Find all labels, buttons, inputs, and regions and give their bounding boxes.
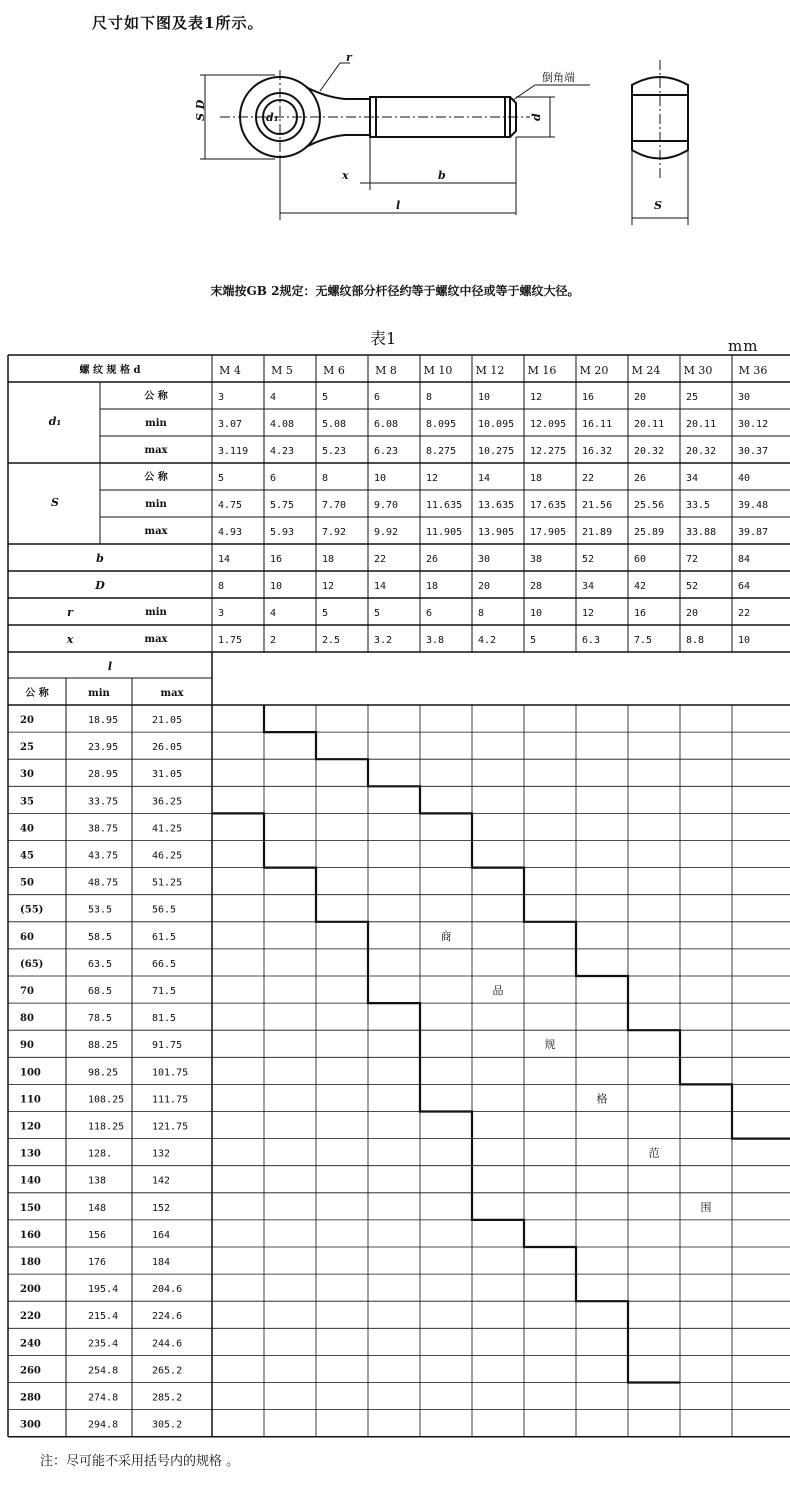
cell-value: 38: [530, 554, 543, 565]
cell-value: 5.23: [322, 446, 347, 457]
l-min: 63.5: [88, 958, 113, 970]
l-nominal: 50: [20, 877, 34, 889]
label-SD: S D: [194, 99, 207, 121]
label-r: r: [346, 55, 352, 64]
cell-value: 6.3: [582, 635, 601, 646]
l-max: 142: [152, 1175, 171, 1187]
cell-value: 26: [426, 554, 439, 565]
l-nominal: 240: [20, 1338, 41, 1350]
l-min: 28.95: [88, 769, 119, 781]
row-label-b: b: [96, 552, 104, 565]
cell-value: 16.32: [582, 446, 613, 457]
cell-value: 34: [582, 581, 595, 592]
label-l: l: [396, 199, 401, 212]
l-min: 294.8: [88, 1419, 119, 1431]
cell-value: 18: [322, 554, 335, 565]
cell-value: 5: [322, 608, 329, 619]
label-chamfer: 倒角端: [542, 71, 575, 84]
l-max: 91.75: [152, 1040, 183, 1052]
l-header-2: max: [160, 688, 184, 699]
cell-value: 64: [738, 581, 751, 592]
cell-value: 39.87: [738, 527, 769, 538]
size-header-6: M 16: [527, 364, 557, 377]
l-max: 132: [152, 1148, 171, 1160]
footnote: 注：尽可能不采用括号内的规格 。: [40, 1454, 240, 1469]
l-max: 66.5: [152, 958, 177, 970]
l-nominal: 40: [20, 823, 34, 835]
cell-value: 1.75: [218, 635, 243, 646]
l-nominal: 35: [20, 796, 34, 808]
row-label-x: x: [66, 633, 74, 646]
l-header-0: 公 称: [25, 688, 49, 699]
label-d: d: [530, 113, 543, 121]
cell-value: 10: [738, 635, 751, 646]
cell-value: 10: [374, 473, 387, 484]
cell-value: 20: [686, 608, 699, 619]
cell-value: 30: [738, 392, 751, 403]
cell-value: 7.70: [322, 500, 347, 511]
size-header-10: M 36: [738, 364, 768, 377]
l-nominal: 60: [20, 931, 34, 943]
l-min: 176: [88, 1257, 107, 1268]
l-max: 184: [152, 1257, 171, 1268]
cell-value: 30: [478, 554, 491, 565]
cell-value: 60: [634, 554, 647, 565]
l-nominal: 120: [20, 1121, 41, 1133]
cell-value: 10.275: [478, 446, 515, 457]
cell-value: 40: [738, 473, 751, 484]
cell-value: 22: [374, 554, 387, 565]
cell-value: 13.635: [478, 500, 515, 511]
size-header-5: M 12: [475, 364, 505, 377]
l-nominal: 140: [20, 1175, 41, 1187]
table-title: 表1: [370, 329, 397, 348]
l-nominal: 300: [20, 1419, 41, 1431]
cell-value: 5: [530, 635, 537, 646]
size-header-0: M 4: [219, 364, 241, 377]
cell-value: 4: [270, 608, 277, 619]
cell-value: 3.2: [374, 635, 393, 646]
cell-value: 6.23: [374, 446, 399, 457]
l-max: 244.6: [152, 1338, 183, 1350]
cell-value: 25.89: [634, 527, 665, 538]
cell-value: 3.07: [218, 419, 243, 430]
cell-value: 20.32: [686, 446, 717, 457]
thread-size-header: 螺 纹 规 格 d: [79, 365, 141, 376]
cell-value: 17.635: [530, 500, 567, 511]
range-char-4: 范: [648, 1146, 660, 1160]
cell-value: 52: [686, 581, 699, 592]
cell-value: 22: [738, 608, 751, 619]
l-nominal: 180: [20, 1257, 41, 1268]
l-nominal: 100: [20, 1067, 41, 1079]
cell-value: 14: [374, 581, 387, 592]
cell-value: 39.48: [738, 500, 769, 511]
unit-label: mm: [728, 337, 759, 355]
l-max: 305.2: [152, 1419, 183, 1431]
cell-value: 8.8: [686, 635, 705, 646]
l-min: 235.4: [88, 1338, 119, 1350]
cell-value: 11.635: [426, 500, 463, 511]
cell-value: 2.5: [322, 635, 341, 646]
sub-label: max: [144, 526, 168, 537]
cell-value: 3: [218, 392, 225, 403]
l-nominal: 220: [20, 1311, 41, 1323]
sub-label: 公 称: [144, 391, 168, 402]
cell-value: 10: [478, 392, 491, 403]
l-min: 88.25: [88, 1040, 119, 1052]
sub-label: min: [145, 499, 167, 510]
group-label-1: S: [51, 496, 59, 509]
cell-value: 22: [582, 473, 595, 484]
cell-value: 5.08: [322, 419, 347, 430]
cell-value: 8: [426, 392, 433, 403]
label-d1: d₁: [266, 111, 279, 124]
l-nominal: 110: [20, 1094, 41, 1106]
cell-value: 3.119: [218, 446, 249, 457]
l-nominal: (65): [20, 958, 44, 970]
cell-value: 7.5: [634, 635, 653, 646]
size-header-3: M 8: [375, 364, 397, 377]
l-min: 156: [88, 1229, 107, 1241]
range-char-3: 格: [596, 1092, 608, 1106]
cell-value: 5: [374, 608, 381, 619]
cell-value: 4.2: [478, 635, 497, 646]
cell-value: 26: [634, 473, 647, 484]
cell-value: 21.89: [582, 527, 613, 538]
l-nominal: 160: [20, 1229, 41, 1241]
group-label-0: d₁: [48, 415, 62, 428]
l-nominal: 150: [20, 1202, 41, 1214]
cell-value: 9.92: [374, 527, 399, 538]
l-min: 78.5: [88, 1013, 113, 1025]
l-max: 21.05: [152, 715, 183, 726]
cell-value: 12: [530, 392, 543, 403]
label-x: x: [342, 169, 349, 182]
row-label-D: D: [95, 579, 105, 592]
cell-value: 25: [686, 392, 699, 403]
l-min: 48.75: [88, 877, 119, 889]
size-header-8: M 24: [631, 364, 661, 377]
l-max: 285.2: [152, 1392, 183, 1404]
sub-label: max: [144, 634, 168, 645]
cell-value: 8.275: [426, 446, 457, 457]
l-max: 46.25: [152, 850, 183, 862]
l-max: 224.6: [152, 1311, 183, 1323]
cell-value: 12: [582, 608, 595, 619]
l-nominal: 200: [20, 1284, 41, 1296]
cell-value: 5: [322, 392, 329, 403]
l-min: 195.4: [88, 1284, 119, 1296]
l-max: 71.5: [152, 986, 177, 997]
sub-label: 公 称: [144, 472, 168, 483]
l-min: 138: [88, 1175, 107, 1187]
l-max: 31.05: [152, 769, 183, 781]
l-nominal: 25: [20, 742, 34, 754]
l-min: 53.5: [88, 904, 113, 916]
range-char-0: 商: [440, 929, 452, 943]
cell-value: 33.5: [686, 500, 711, 511]
l-min: 68.5: [88, 986, 113, 997]
size-header-7: M 20: [579, 364, 609, 377]
cell-value: 9.70: [374, 500, 399, 511]
cell-value: 12: [426, 473, 439, 484]
cell-value: 8.095: [426, 419, 457, 430]
end-note: 末端按GB 2规定：无螺纹部分杆径约等于螺纹中径或等于螺纹大径。: [210, 284, 580, 298]
l-max: 56.5: [152, 904, 177, 916]
cell-value: 12.095: [530, 419, 567, 430]
l-max: 51.25: [152, 877, 183, 889]
cell-value: 4: [270, 392, 277, 403]
cell-value: 14: [218, 554, 231, 565]
l-nominal: 30: [20, 769, 34, 781]
cell-value: 42: [634, 581, 647, 592]
l-min: 43.75: [88, 850, 119, 862]
l-max: 265.2: [152, 1365, 183, 1377]
sub-label: max: [144, 445, 168, 456]
l-min: 274.8: [88, 1392, 119, 1404]
cell-value: 20.11: [686, 419, 717, 430]
l-nominal: 130: [20, 1148, 41, 1160]
l-nominal: 80: [20, 1013, 34, 1025]
cell-value: 28: [530, 581, 543, 592]
l-min: 215.4: [88, 1311, 119, 1323]
size-header-1: M 5: [271, 364, 293, 377]
cell-value: 10.095: [478, 419, 515, 430]
cell-value: 30.12: [738, 419, 769, 430]
l-max: 204.6: [152, 1284, 183, 1296]
cell-value: 16: [270, 554, 283, 565]
l-min: 108.25: [88, 1094, 125, 1106]
range-char-2: 规: [544, 1038, 556, 1052]
cell-value: 10: [530, 608, 543, 619]
l-min: 98.25: [88, 1067, 119, 1079]
cell-value: 20: [634, 392, 647, 403]
l-min: 33.75: [88, 796, 119, 808]
cell-value: 17.905: [530, 527, 567, 538]
label-b: b: [438, 169, 446, 182]
cell-value: 14: [478, 473, 491, 484]
l-max: 81.5: [152, 1013, 177, 1025]
cell-value: 3.8: [426, 635, 445, 646]
cell-value: 30.37: [738, 446, 769, 457]
cell-value: 6: [374, 392, 381, 403]
cell-value: 20: [478, 581, 491, 592]
cell-value: 2: [270, 635, 277, 646]
range-char-1: 品: [492, 984, 504, 997]
cell-value: 4.93: [218, 527, 243, 538]
cell-value: 6: [270, 473, 277, 484]
l-nominal: (55): [20, 904, 44, 916]
l-max: 36.25: [152, 796, 183, 808]
l-max: 61.5: [152, 931, 177, 943]
l-max: 121.75: [152, 1121, 189, 1133]
cell-value: 6: [426, 608, 433, 619]
l-min: 18.95: [88, 715, 119, 726]
intro-text: 尺寸如下图及表1所示。: [92, 14, 264, 32]
l-label: l: [107, 660, 113, 673]
cell-value: 5: [218, 473, 225, 484]
cell-value: 20.32: [634, 446, 665, 457]
l-min: 118.25: [88, 1121, 125, 1133]
l-max: 41.25: [152, 823, 183, 835]
cell-value: 72: [686, 554, 699, 565]
cell-value: 16: [582, 392, 595, 403]
cell-value: 25.56: [634, 500, 665, 511]
cell-value: 16.11: [582, 419, 613, 430]
size-header-2: M 6: [323, 364, 345, 377]
l-min: 128.: [88, 1148, 113, 1160]
l-min: 58.5: [88, 931, 113, 943]
cell-value: 20.11: [634, 419, 665, 430]
cell-value: 13.905: [478, 527, 515, 538]
row-label-r: r: [67, 606, 73, 619]
l-max: 111.75: [152, 1094, 189, 1106]
cell-value: 12: [322, 581, 335, 592]
cell-value: 7.92: [322, 527, 347, 538]
range-boundary-lower: [212, 813, 680, 1382]
cell-value: 21.56: [582, 500, 613, 511]
cell-value: 10: [270, 581, 283, 592]
cell-value: 11.905: [426, 527, 463, 538]
sub-label: min: [145, 418, 167, 429]
l-nominal: 280: [20, 1392, 41, 1404]
cell-value: 8: [478, 608, 485, 619]
l-max: 152: [152, 1202, 171, 1214]
l-nominal: 260: [20, 1365, 41, 1377]
l-min: 38.75: [88, 823, 119, 835]
cell-value: 8: [218, 581, 225, 592]
cell-value: 3: [218, 608, 225, 619]
l-nominal: 70: [20, 986, 34, 997]
label-s: S: [654, 199, 662, 212]
l-header-1: min: [88, 688, 110, 699]
cell-value: 6.08: [374, 419, 399, 430]
cell-value: 4.75: [218, 500, 243, 511]
range-char-5: 围: [700, 1200, 712, 1214]
l-nominal: 20: [20, 715, 34, 726]
l-max: 26.05: [152, 742, 183, 754]
cell-value: 16: [634, 608, 647, 619]
cell-value: 18: [530, 473, 543, 484]
size-header-4: M 10: [423, 364, 453, 377]
cell-value: 4.23: [270, 446, 295, 457]
cell-value: 12.275: [530, 446, 567, 457]
l-min: 148: [88, 1202, 107, 1214]
cell-value: 5.75: [270, 500, 295, 511]
l-max: 101.75: [152, 1067, 189, 1079]
cell-value: 34: [686, 473, 699, 484]
cell-value: 33.88: [686, 527, 717, 538]
size-header-9: M 30: [683, 364, 713, 377]
l-min: 254.8: [88, 1365, 119, 1377]
l-min: 23.95: [88, 742, 119, 754]
cell-value: 5.93: [270, 527, 295, 538]
cell-value: 4.08: [270, 419, 295, 430]
sub-label: min: [145, 607, 167, 618]
cell-value: 84: [738, 554, 751, 565]
l-nominal: 45: [20, 850, 34, 862]
cell-value: 8: [322, 473, 329, 484]
l-max: 164: [152, 1229, 171, 1241]
l-nominal: 90: [20, 1040, 34, 1052]
cell-value: 52: [582, 554, 595, 565]
cell-value: 18: [426, 581, 439, 592]
